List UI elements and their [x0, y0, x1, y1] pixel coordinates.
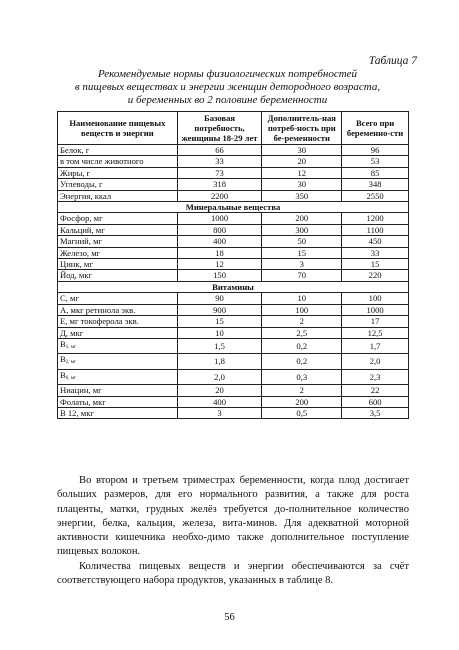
base-value: 73	[177, 167, 262, 178]
base-value: 1,5	[177, 338, 262, 353]
base-value: 1,8	[177, 354, 262, 369]
row-label: Йод, мкг	[58, 270, 178, 281]
additional-value: 200	[262, 396, 342, 407]
table-row	[58, 327, 409, 338]
additional-value: 30	[262, 145, 342, 156]
table-row	[58, 156, 409, 167]
table-row	[58, 369, 409, 384]
table-row	[58, 407, 409, 418]
additional-value: 300	[262, 224, 342, 235]
row-label: А, мкг ретинола экв.	[58, 304, 178, 315]
base-value: 10	[177, 327, 262, 338]
additional-value: 200	[262, 213, 342, 224]
caption-line: и беременных во 2 половине беременности	[127, 94, 328, 106]
base-value: 90	[177, 293, 262, 304]
total-value: 53	[342, 156, 409, 167]
base-value: 318	[177, 179, 262, 190]
table-row	[58, 167, 409, 178]
row-label: Ниацин, мг	[58, 385, 178, 396]
row-label: Е, мг токоферола экв.	[58, 316, 178, 327]
total-value: 100	[342, 293, 409, 304]
total-value: 2550	[342, 190, 409, 201]
additional-value: 2	[262, 385, 342, 396]
additional-value: 2,5	[262, 327, 342, 338]
total-value: 450	[342, 236, 409, 247]
row-label: в том числе животного	[58, 156, 178, 167]
base-value: 400	[177, 396, 262, 407]
table-row	[58, 224, 409, 235]
additional-value: 3	[262, 259, 342, 270]
row-label: Белок, г	[58, 145, 178, 156]
table-row	[58, 293, 409, 304]
table-row	[58, 190, 409, 201]
row-label	[58, 338, 178, 353]
base-value: 15	[177, 316, 262, 327]
total-value: 85	[342, 167, 409, 178]
additional-value: 70	[262, 270, 342, 281]
vitamin-letter: В	[60, 338, 66, 349]
section-title-vitamins: Витамины	[58, 281, 409, 292]
paragraph: Количества пищевых веществ и энергии обеспечиваются за счёт соответствующего набора продуктов, указанных в таблице 8.	[57, 560, 409, 587]
table-row	[58, 179, 409, 190]
total-value: 3,5	[342, 407, 409, 418]
table-row	[58, 270, 409, 281]
row-label: Кальций, мг	[58, 224, 178, 235]
additional-value: 12	[262, 167, 342, 178]
header-cell: Дополнитель-ная потреб-ность при бе-ременности	[262, 112, 342, 145]
row-label: Д, мкг	[58, 327, 178, 338]
row-label: Цинк, мг	[58, 259, 178, 270]
total-value: 15	[342, 259, 409, 270]
caption-line: Рекомендуемые нормы физиологических потребностей	[97, 68, 358, 80]
base-value: 150	[177, 270, 262, 281]
total-value: 33	[342, 247, 409, 258]
total-value: 1,7	[342, 338, 409, 353]
table-row	[58, 354, 409, 369]
additional-value: 2	[262, 316, 342, 327]
table-row	[58, 304, 409, 315]
base-value: 800	[177, 224, 262, 235]
additional-value: 15	[262, 247, 342, 258]
table-caption	[40, 68, 415, 107]
additional-value: 30	[262, 179, 342, 190]
row-label: В 12, мкг	[58, 407, 178, 418]
vitamin-letter: В	[60, 354, 66, 365]
total-value: 96	[342, 145, 409, 156]
additional-value: 0,3	[262, 369, 342, 384]
total-value: 1200	[342, 213, 409, 224]
body-text	[57, 474, 409, 588]
header-cell: Всего при беременно-сти	[342, 112, 409, 145]
caption-line: в пищевых веществах и энергии женщин детородного возраста,	[74, 81, 381, 93]
row-label	[58, 354, 178, 369]
table-row	[58, 236, 409, 247]
nutrition-norms-table	[57, 111, 409, 419]
base-value: 1000	[177, 213, 262, 224]
section-row	[58, 281, 409, 292]
additional-value: 350	[262, 190, 342, 201]
row-label: Углеводы, г	[58, 179, 178, 190]
page-number: 56	[224, 612, 235, 623]
total-value: 600	[342, 396, 409, 407]
section-row	[58, 202, 409, 213]
total-value: 348	[342, 179, 409, 190]
paragraph: Во втором и третьем триместрах беременности, когда плод достигает больших размеров, для его нормального развития, а также для роста плаценты, матки, грудных желёз требуется до-полнительное количество энергии, белка, кальция, железа, вита-минов. Для адекватной моторной активности кишечника необхо-димо также дополнительное поступление пищевых волокон.	[57, 475, 409, 558]
table-row	[58, 385, 409, 396]
additional-value: 0,2	[262, 338, 342, 353]
table-row	[58, 338, 409, 353]
row-label: Фолаты, мкг	[58, 396, 178, 407]
table-row	[58, 213, 409, 224]
vitamin-letter: В	[60, 369, 66, 380]
table-row	[58, 247, 409, 258]
total-value: 12,5	[342, 327, 409, 338]
base-value: 400	[177, 236, 262, 247]
additional-value: 10	[262, 293, 342, 304]
row-label: С, мг	[58, 293, 178, 304]
additional-value: 50	[262, 236, 342, 247]
table-row	[58, 259, 409, 270]
total-value: 2,0	[342, 354, 409, 369]
additional-value: 0,5	[262, 407, 342, 418]
total-value: 220	[342, 270, 409, 281]
row-label: Фосфор, мг	[58, 213, 178, 224]
additional-value: 0,2	[262, 354, 342, 369]
table-number: Таблица 7	[368, 55, 417, 67]
additional-value: 100	[262, 304, 342, 315]
table-row	[58, 396, 409, 407]
table-header-row	[58, 112, 409, 145]
base-value: 66	[177, 145, 262, 156]
base-value: 2,0	[177, 369, 262, 384]
total-value: 22	[342, 385, 409, 396]
base-value: 2200	[177, 190, 262, 201]
table-row	[58, 145, 409, 156]
total-value: 2,3	[342, 369, 409, 384]
table-row	[58, 316, 409, 327]
base-value: 3	[177, 407, 262, 418]
base-value: 18	[177, 247, 262, 258]
total-value: 17	[342, 316, 409, 327]
row-label	[58, 369, 178, 384]
total-value: 1100	[342, 224, 409, 235]
row-label: Железо, мг	[58, 247, 178, 258]
row-label: Энергия, ккал	[58, 190, 178, 201]
vitamin-subscript: 1, мг	[65, 344, 76, 350]
base-value: 20	[177, 385, 262, 396]
additional-value: 20	[262, 156, 342, 167]
row-label: Магний, мг	[58, 236, 178, 247]
row-label: Жиры, г	[58, 167, 178, 178]
base-value: 33	[177, 156, 262, 167]
base-value: 900	[177, 304, 262, 315]
header-cell: Наименование пищевых веществ и энергии	[58, 112, 178, 145]
vitamin-subscript: 2, мг	[65, 360, 76, 366]
total-value: 1000	[342, 304, 409, 315]
base-value: 12	[177, 259, 262, 270]
section-title-minerals: Минеральные вещества	[58, 202, 409, 213]
vitamin-subscript: 6, мг	[65, 375, 76, 381]
header-cell: Базовая потребность, женщины 18-29 лет	[177, 112, 262, 145]
